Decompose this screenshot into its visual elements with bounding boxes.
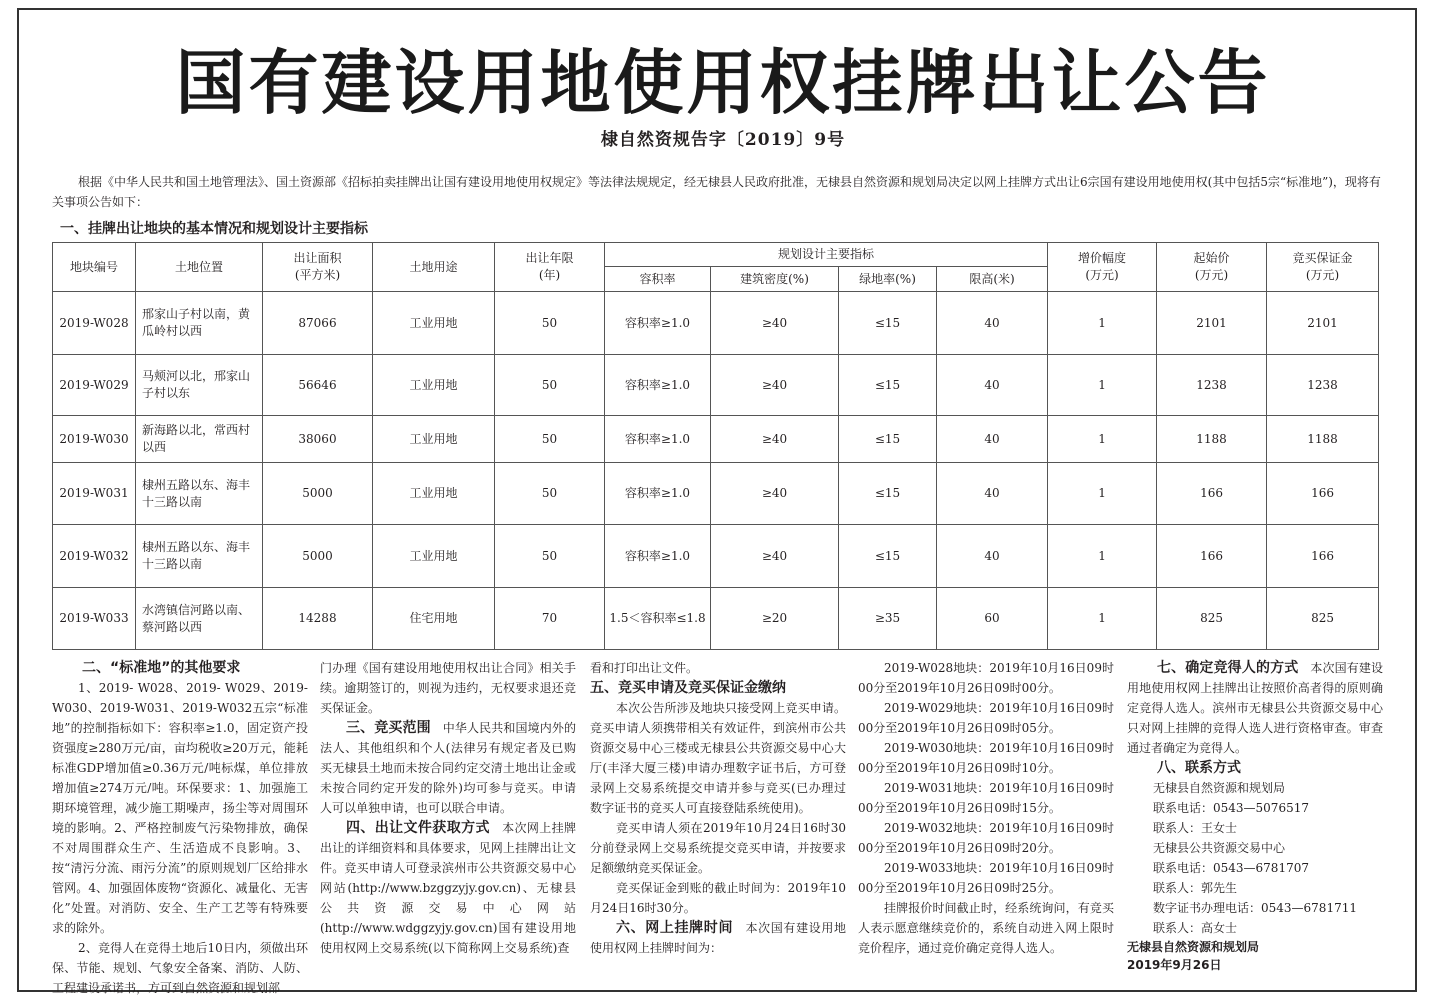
cell-deposit: 166 — [1267, 463, 1379, 525]
cell-far: 容积率≥1.0 — [605, 292, 711, 355]
contact-line: 联系人：高女士 — [1153, 921, 1238, 935]
section-6-block — [590, 918, 846, 958]
header-density: 建筑密度(%) — [711, 267, 839, 292]
cell-use: 工业用地 — [373, 463, 495, 525]
header-green: 绿地率(%) — [839, 267, 937, 292]
cell-use: 工业用地 — [373, 416, 495, 463]
cell-term: 50 — [495, 463, 605, 525]
cell-term: 50 — [495, 355, 605, 416]
standard-land-requirements: 1、2019- W028、2019- W029、2019-W030、2019-W031、2019-W032五宗“标准地”的控制指标如下：容积率≥1.0，固定资产投资强度≥280万元/亩，亩均税收≥20万元，能耗标准GDP增加值≥0.36万元/吨标煤，单位排放增加值≥274万元/吨。环保要求：1、加强施工期环境管理，减少施工期噪声，扬尘等对周围环境的影响。2、严格控制废气污染物排放，确保不对周围群众生产、生活造成不良影响。3、按“清污分流、雨污分流”的原则规划厂区给排水管网。4、加强固体废物“资源化、减量化、无害化”处置。对消防、安全、生产工艺等有特殊要求的除外。 — [52, 681, 308, 935]
header-area: 出让面积 (平方米) — [263, 243, 373, 292]
cell-location: 马颊河以北，邢家山子村以东 — [136, 355, 263, 416]
cell-term: 50 — [495, 292, 605, 355]
cell-deposit: 1188 — [1267, 416, 1379, 463]
section-1-heading: 一、挂牌出让地块的基本情况和规划设计主要指标 — [60, 221, 368, 237]
winner-method-text: 本次国有建设用地使用权网上挂牌出让按照价高者得的原则确定竞得人选人。滨州市无棣县公共资源交易中心只对网上挂牌的竞得人选人进行资格审查。审查通过者确定为竞得人。 — [1127, 661, 1383, 755]
section-2-heading: 二、“标准地”的其他要求 — [82, 660, 241, 676]
cell-density: ≥40 — [711, 355, 839, 416]
cell-parcel-no: 2019-W031 — [53, 463, 136, 525]
cell-start-price: 825 — [1157, 588, 1267, 650]
contract-paragraph: 门办理《国有建设用地使用权出让合同》相关手续。逾期签订的，则视为违约，无权要求退还竞买保证金。 — [320, 661, 576, 715]
cell-location: 新海路以北，常西村以西 — [136, 416, 263, 463]
listing-time-intro: 本次国有建设用地使用权网上挂牌时间为： — [590, 921, 846, 955]
cell-height: 40 — [937, 463, 1048, 525]
cell-green: ≤15 — [839, 463, 937, 525]
cell-area: 14288 — [263, 588, 373, 650]
cell-parcel-no: 2019-W029 — [53, 355, 136, 416]
cell-deposit: 825 — [1267, 588, 1379, 650]
signature-date: 2019年9月26日 — [1127, 958, 1222, 972]
header-far: 容积率 — [605, 267, 711, 292]
section-3-block — [320, 718, 576, 818]
cell-density: ≥40 — [711, 525, 839, 588]
print-documents-text: 看和打印出让文件。 — [590, 661, 699, 675]
cell-parcel-no: 2019-W030 — [53, 416, 136, 463]
cell-area: 56646 — [263, 355, 373, 416]
cell-parcel-no: 2019-W028 — [53, 292, 136, 355]
cell-increment: 1 — [1048, 292, 1157, 355]
table-row — [53, 463, 1379, 525]
section-4-heading: 四、出让文件获取方式 — [346, 820, 490, 836]
listing-time-item: 2019-W029地块：2019年10月16日09时00分至2019年10月26日09时05分。 — [858, 701, 1114, 735]
cell-green: ≤15 — [839, 525, 937, 588]
cell-increment: 1 — [1048, 588, 1157, 650]
cell-start-price: 2101 — [1157, 292, 1267, 355]
cell-start-price: 1188 — [1157, 416, 1267, 463]
listing-time-item: 2019-W032地块：2019年10月16日09时00分至2019年10月26日09时20分。 — [858, 821, 1114, 855]
listing-time-item: 2019-W028地块：2019年10月16日09时00分至2019年10月26日09时00分。 — [858, 661, 1114, 695]
cell-parcel-no: 2019-W032 — [53, 525, 136, 588]
column-2 — [320, 658, 576, 958]
cell-increment: 1 — [1048, 416, 1157, 463]
column-5 — [1127, 658, 1383, 974]
deposit-deadline: 竞买保证金到账的截止时间为：2019年10月24日16时30分。 — [590, 881, 846, 915]
table-row — [53, 588, 1379, 650]
cell-term: 50 — [495, 416, 605, 463]
cell-far: 容积率≥1.0 — [605, 416, 711, 463]
table-row — [53, 525, 1379, 588]
section-8-heading: 八、联系方式 — [1157, 760, 1241, 776]
cell-green: ≤15 — [839, 416, 937, 463]
cell-far: 容积率≥1.0 — [605, 463, 711, 525]
cell-green: ≤15 — [839, 292, 937, 355]
section-7-heading: 七、确定竞得人的方式 — [1157, 660, 1299, 676]
bidding-process-text: 挂牌报价时间截止时，经系统询问，有竞买人表示愿意继续竞价的，系统自动进入网上限时竞价程序，通过竞价确定竞得人选人。 — [858, 901, 1114, 955]
cell-far: 容积率≥1.0 — [605, 525, 711, 588]
page-title: 国有建设用地使用权挂牌出让公告 — [175, 42, 1271, 124]
cell-density: ≥20 — [711, 588, 839, 650]
listing-time-item: 2019-W030地块：2019年10月16日09时00分至2019年10月26日09时10分。 — [858, 741, 1114, 775]
header-height: 限高(米) — [937, 267, 1048, 292]
column-3 — [590, 658, 846, 958]
header-start-price: 起始价 (万元) — [1157, 243, 1267, 292]
cell-density: ≥40 — [711, 416, 839, 463]
header-deposit: 竞买保证金 (万元) — [1267, 243, 1379, 292]
signature-org: 无棣县自然资源和规划局 — [1127, 940, 1260, 954]
bidder-scope-text: 中华人民共和国境内外的法人、其他组织和个人(法律另有规定者及已购买无棣县土地而未按合同约定交清土地出让金或未按合同约定开发的除外)均可参与竞买。申请人可以单独申请，也可以联合申请。 — [320, 721, 576, 815]
contact-line: 无棣县公共资源交易中心 — [1153, 841, 1286, 855]
land-parcel-table — [52, 242, 1379, 650]
cell-height: 60 — [937, 588, 1048, 650]
application-paragraph: 本次公告所涉及地块只接受网上竞买申请。竞买申请人须携带相关有效证件，到滨州市公共资源交易中心三楼或无棣县公共资源交易中心大厅(丰泽大厦三楼)申请办理数字证书后，方可登录网上交易系统提交申请并参与竞买(已办理过数字证书的竞买人可直接登陆系统使用)。 — [590, 701, 846, 815]
header-location: 土地位置 — [136, 243, 263, 292]
cell-height: 40 — [937, 525, 1048, 588]
contact-list — [1127, 778, 1383, 938]
cell-height: 40 — [937, 292, 1048, 355]
listing-time-item: 2019-W031地块：2019年10月16日09时00分至2019年10月26日09时15分。 — [858, 781, 1114, 815]
header-use: 土地用途 — [373, 243, 495, 292]
document-number: 棣自然资规告字〔2019〕9号 — [600, 130, 846, 150]
table-header-row — [53, 243, 1379, 267]
contact-line: 联系电话：0543—5076517 — [1153, 801, 1309, 815]
cell-location: 水湾镇信河路以南、蔡河路以西 — [136, 588, 263, 650]
cell-green: ≥35 — [839, 588, 937, 650]
table-row — [53, 292, 1379, 355]
header-planning: 规划设计主要指标 — [605, 243, 1048, 267]
document-access-text: 本次网上挂牌出让的详细资料和具体要求，见网上挂牌出让文件。竞买申请人可登录滨州市公共资源交易中心网站(http://www.bzggzyjy.gov.cn)、无棣县公共资源交易中心网站(http://www.wdggzyjy.gov.cn)国有建设用地使用权网上交易系统(以下简称网上交易系统)查 — [320, 821, 576, 955]
application-deadline: 竞买申请人须在2019年10月24日16时30分前登录网上交易系统提交竞买申请，并按要求足额缴纳竞买保证金。 — [590, 821, 846, 875]
cell-area: 38060 — [263, 416, 373, 463]
cell-height: 40 — [937, 355, 1048, 416]
commitment-paragraph: 2、竞得人在竞得土地后10日内，须做出环保、节能、规划、气象安全备案、消防、人防、工程建设承诺书，方可到自然资源和规划部 — [52, 941, 308, 995]
cell-deposit: 2101 — [1267, 292, 1379, 355]
cell-term: 50 — [495, 525, 605, 588]
column-1 — [52, 658, 308, 998]
cell-area: 87066 — [263, 292, 373, 355]
section-3-heading: 三、竞买范围 — [346, 720, 431, 736]
section-6-heading: 六、网上挂牌时间 — [616, 920, 734, 936]
cell-deposit: 166 — [1267, 525, 1379, 588]
section-7-block — [1127, 658, 1383, 758]
listing-time-item: 2019-W033地块：2019年10月16日09时00分至2019年10月26日09时25分。 — [858, 861, 1114, 895]
cell-area: 5000 — [263, 463, 373, 525]
cell-start-price: 1238 — [1157, 355, 1267, 416]
contact-line: 联系人：王女士 — [1153, 821, 1238, 835]
cell-green: ≤15 — [839, 355, 937, 416]
header-parcel-no: 地块编号 — [53, 243, 136, 292]
section-4-block — [320, 818, 576, 958]
cell-use: 工业用地 — [373, 292, 495, 355]
cell-density: ≥40 — [711, 463, 839, 525]
cell-term: 70 — [495, 588, 605, 650]
cell-height: 40 — [937, 416, 1048, 463]
cell-far: 1.5＜容积率≤1.8 — [605, 588, 711, 650]
contact-line: 数字证书办理电话：0543—6781711 — [1153, 901, 1357, 915]
cell-parcel-no: 2019-W033 — [53, 588, 136, 650]
intro-paragraph: 根据《中华人民共和国土地管理法》、国土资源部《招标拍卖挂牌出让国有建设用地使用权规定》等法律法规规定，经无棣县人民政府批准，无棣县自然资源和规划局决定以网上挂牌方式出让6宗国有建设用地使用权(其中包括5宗“标准地”)，现将有关事项公告如下： — [52, 175, 1381, 209]
header-term: 出让年限 (年) — [495, 243, 605, 292]
cell-increment: 1 — [1048, 463, 1157, 525]
column-4 — [858, 658, 1114, 958]
cell-increment: 1 — [1048, 355, 1157, 416]
cell-location: 棣州五路以东、海丰十三路以南 — [136, 525, 263, 588]
cell-far: 容积率≥1.0 — [605, 355, 711, 416]
contact-line: 联系电话：0543—6781707 — [1153, 861, 1309, 875]
cell-use: 工业用地 — [373, 525, 495, 588]
cell-location: 棣州五路以东、海丰十三路以南 — [136, 463, 263, 525]
cell-deposit: 1238 — [1267, 355, 1379, 416]
cell-use: 工业用地 — [373, 355, 495, 416]
cell-start-price: 166 — [1157, 463, 1267, 525]
cell-density: ≥40 — [711, 292, 839, 355]
cell-increment: 1 — [1048, 525, 1157, 588]
table-row — [53, 355, 1379, 416]
contact-line: 无棣县自然资源和规划局 — [1153, 781, 1286, 795]
table-row — [53, 416, 1379, 463]
cell-use: 住宅用地 — [373, 588, 495, 650]
contact-line: 联系人：郭先生 — [1153, 881, 1238, 895]
cell-location: 邢家山子村以南，黄瓜岭村以西 — [136, 292, 263, 355]
cell-area: 5000 — [263, 525, 373, 588]
header-increment: 增价幅度 (万元) — [1048, 243, 1157, 292]
cell-start-price: 166 — [1157, 525, 1267, 588]
section-5-heading: 五、竞买申请及竞买保证金缴纳 — [590, 680, 786, 696]
